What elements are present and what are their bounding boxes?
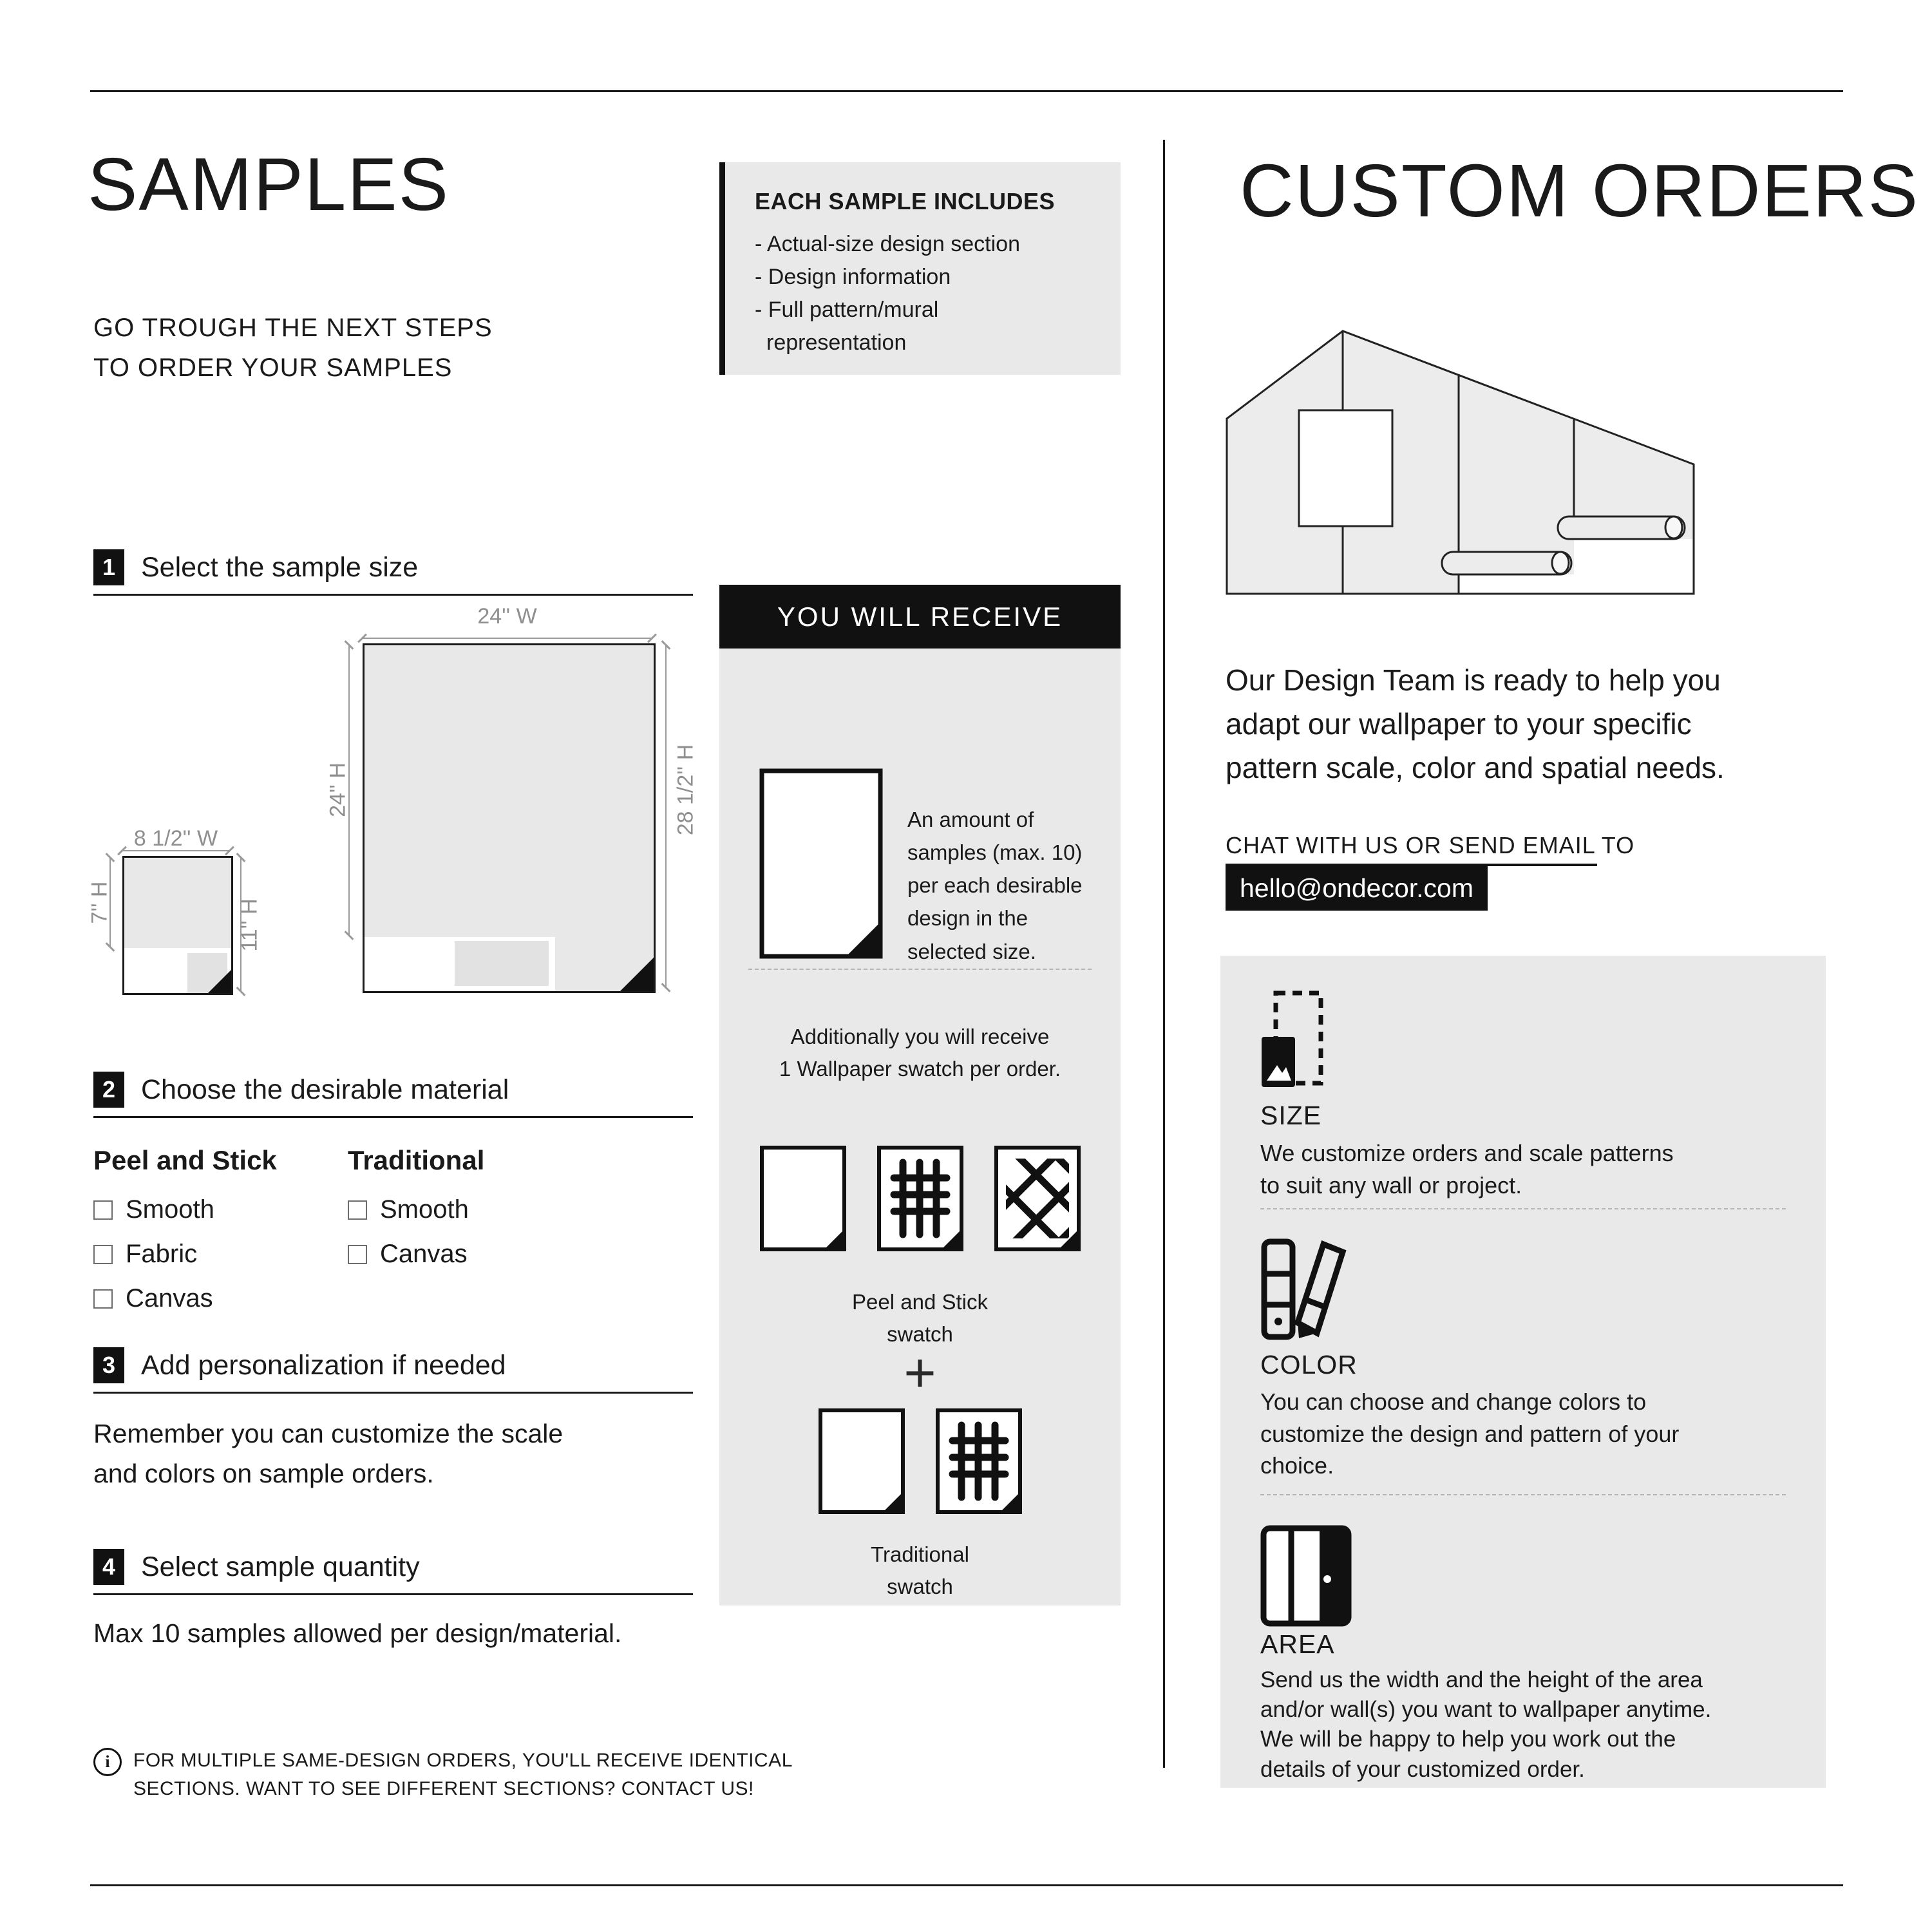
step-4-badge: 4 xyxy=(93,1549,124,1585)
dashed-divider xyxy=(1260,1208,1786,1209)
step-4-description: Max 10 samples allowed per design/material. xyxy=(93,1618,622,1648)
sample-page-icon xyxy=(759,768,883,959)
peel-and-stick-title: Peel and Stick xyxy=(93,1145,277,1175)
step-2-header xyxy=(93,1072,509,1108)
traditional-canvas-checkbox[interactable] xyxy=(348,1245,367,1264)
small-left-height-label: 7'' H xyxy=(87,881,112,924)
color-text: You can choose and change colors to customize the design and pattern of your choice. xyxy=(1260,1388,1680,1479)
step-3-description: Remember you can customize the scale and colors on sample orders. xyxy=(93,1419,564,1488)
subtitle xyxy=(93,308,493,388)
size-text: We customize orders and scale patterns to suit any wall or project. xyxy=(1260,1140,1674,1198)
large-sample-rect xyxy=(363,643,656,993)
color-heading: COLOR xyxy=(1260,1350,1358,1379)
step-4-header xyxy=(93,1549,420,1585)
email-address[interactable]: hello@ondecor.com xyxy=(1226,866,1488,911)
crosshatch-swatch-icon xyxy=(994,1146,1081,1251)
step-4-label: Select sample quantity xyxy=(141,1551,420,1582)
large-left-height-label: 24'' H xyxy=(325,762,350,817)
each-sample-includes-box xyxy=(719,162,1121,375)
small-width-dimline xyxy=(122,850,229,851)
materials-section xyxy=(93,1145,693,1312)
step-1-underline xyxy=(93,594,693,596)
includes-title: EACH SAMPLE INCLUDES xyxy=(755,188,1056,214)
top-rule xyxy=(90,90,1843,92)
step-1-label: Select the sample size xyxy=(141,551,419,583)
grid-swatch-icon xyxy=(936,1408,1022,1514)
material-option: Smooth xyxy=(348,1195,592,1224)
step-1-badge: 1 xyxy=(93,549,124,585)
bottom-rule xyxy=(90,1884,1843,1886)
area-wall-door-icon xyxy=(1260,1525,1352,1627)
blank-swatch-icon xyxy=(760,1146,846,1251)
small-sample-rect xyxy=(122,856,233,995)
small-width-label: 8 1/2'' W xyxy=(133,826,218,851)
peel-and-stick-caption: Peel and Stick swatch xyxy=(852,1290,988,1346)
step-3-label: Add personalization if needed xyxy=(141,1349,506,1381)
large-right-dimline xyxy=(665,645,667,987)
step-3-header xyxy=(93,1347,506,1383)
includes-item: - Full pattern/mural xyxy=(755,298,939,322)
step-2-label: Choose the desirable material xyxy=(141,1074,509,1105)
dashed-divider xyxy=(748,969,1092,970)
material-option: Canvas xyxy=(93,1284,338,1313)
step-2-underline xyxy=(93,1116,693,1118)
step-3-badge: 3 xyxy=(93,1347,124,1383)
large-right-height-label: 28 1/2'' H xyxy=(673,744,698,836)
dashed-divider xyxy=(1260,1494,1786,1495)
peel-and-stick-column xyxy=(93,1145,338,1329)
smooth-checkbox[interactable] xyxy=(93,1200,113,1220)
footer-note-text: FOR MULTIPLE SAME-DESIGN ORDERS, YOU'LL RECEIVE IDENTICAL SECTIONS. WANT TO SEE DIFFERENT SECTIONS? CONTACT US! xyxy=(133,1750,793,1799)
traditional-title: Traditional xyxy=(348,1145,485,1175)
amount-description: An amount of samples (max. 10) per each desirable design in the selected size. xyxy=(907,808,1083,963)
info-icon: i xyxy=(93,1748,122,1776)
custom-orders-title: CUSTOM ORDERS xyxy=(1240,149,1920,232)
material-option: Canvas xyxy=(348,1240,592,1269)
area-heading: AREA xyxy=(1260,1629,1335,1659)
custom-orders-panel xyxy=(1220,956,1826,1788)
traditional-caption: Traditional swatch xyxy=(871,1542,969,1598)
step-2-badge: 2 xyxy=(93,1072,124,1108)
blank-swatch-icon xyxy=(819,1408,905,1514)
traditional-smooth-checkbox[interactable] xyxy=(348,1200,367,1220)
small-right-height-label: 11'' H xyxy=(237,898,262,952)
page-title: SAMPLES xyxy=(88,142,450,226)
small-sample-fold-corner xyxy=(208,970,231,993)
size-heading: SIZE xyxy=(1260,1101,1322,1130)
step-4-underline xyxy=(93,1593,693,1595)
subtitle-line: TO ORDER YOUR SAMPLES xyxy=(93,354,453,382)
step-3-underline xyxy=(93,1392,693,1394)
peel-and-stick-swatch-row xyxy=(719,1146,1121,1251)
column-divider xyxy=(1163,140,1165,1768)
color-swatchbook-icon xyxy=(1260,1238,1347,1341)
includes-item: - Actual-size design section xyxy=(755,232,1020,256)
large-width-dimline xyxy=(363,638,652,639)
material-option: Smooth xyxy=(93,1195,338,1224)
footer-note xyxy=(93,1747,793,1803)
includes-item: representation xyxy=(766,330,907,355)
large-sample-swatch-box xyxy=(455,941,549,986)
large-sample-fold-corner xyxy=(620,958,654,991)
traditional-swatch-row xyxy=(719,1408,1121,1514)
sample-size-diagram xyxy=(87,604,698,1011)
includes-item: - Design information xyxy=(755,265,951,289)
size-scale-icon xyxy=(1260,989,1325,1091)
grid-swatch-icon xyxy=(877,1146,963,1251)
step-1-header xyxy=(93,549,418,585)
area-text: Send us the width and the height of the area and/or wall(s) you want to wallpaper anytime. We will be happy to help you work out the details of your customized order. xyxy=(1260,1667,1712,1782)
traditional-column xyxy=(348,1145,592,1284)
large-width-label: 24'' W xyxy=(477,604,537,629)
plus-sign: + xyxy=(904,1342,936,1404)
fabric-checkbox[interactable] xyxy=(93,1245,113,1264)
design-team-intro: Our Design Team is ready to help you adapt our wallpaper to your specific pattern scale, color and spatial needs. xyxy=(1226,663,1725,785)
you-will-receive-banner: YOU WILL RECEIVE xyxy=(719,585,1121,649)
material-option: Fabric xyxy=(93,1240,338,1269)
additionally-text: Additionally you will receive 1 Wallpaper swatch per order. xyxy=(779,1025,1061,1081)
you-will-receive-panel xyxy=(719,649,1121,1605)
subtitle-line: GO TROUGH THE NEXT STEPS xyxy=(93,314,493,342)
chat-label: CHAT WITH US OR SEND EMAIL TO xyxy=(1226,832,1635,858)
wallpaper-wall-illustration xyxy=(1220,322,1700,600)
canvas-checkbox[interactable] xyxy=(93,1289,113,1309)
